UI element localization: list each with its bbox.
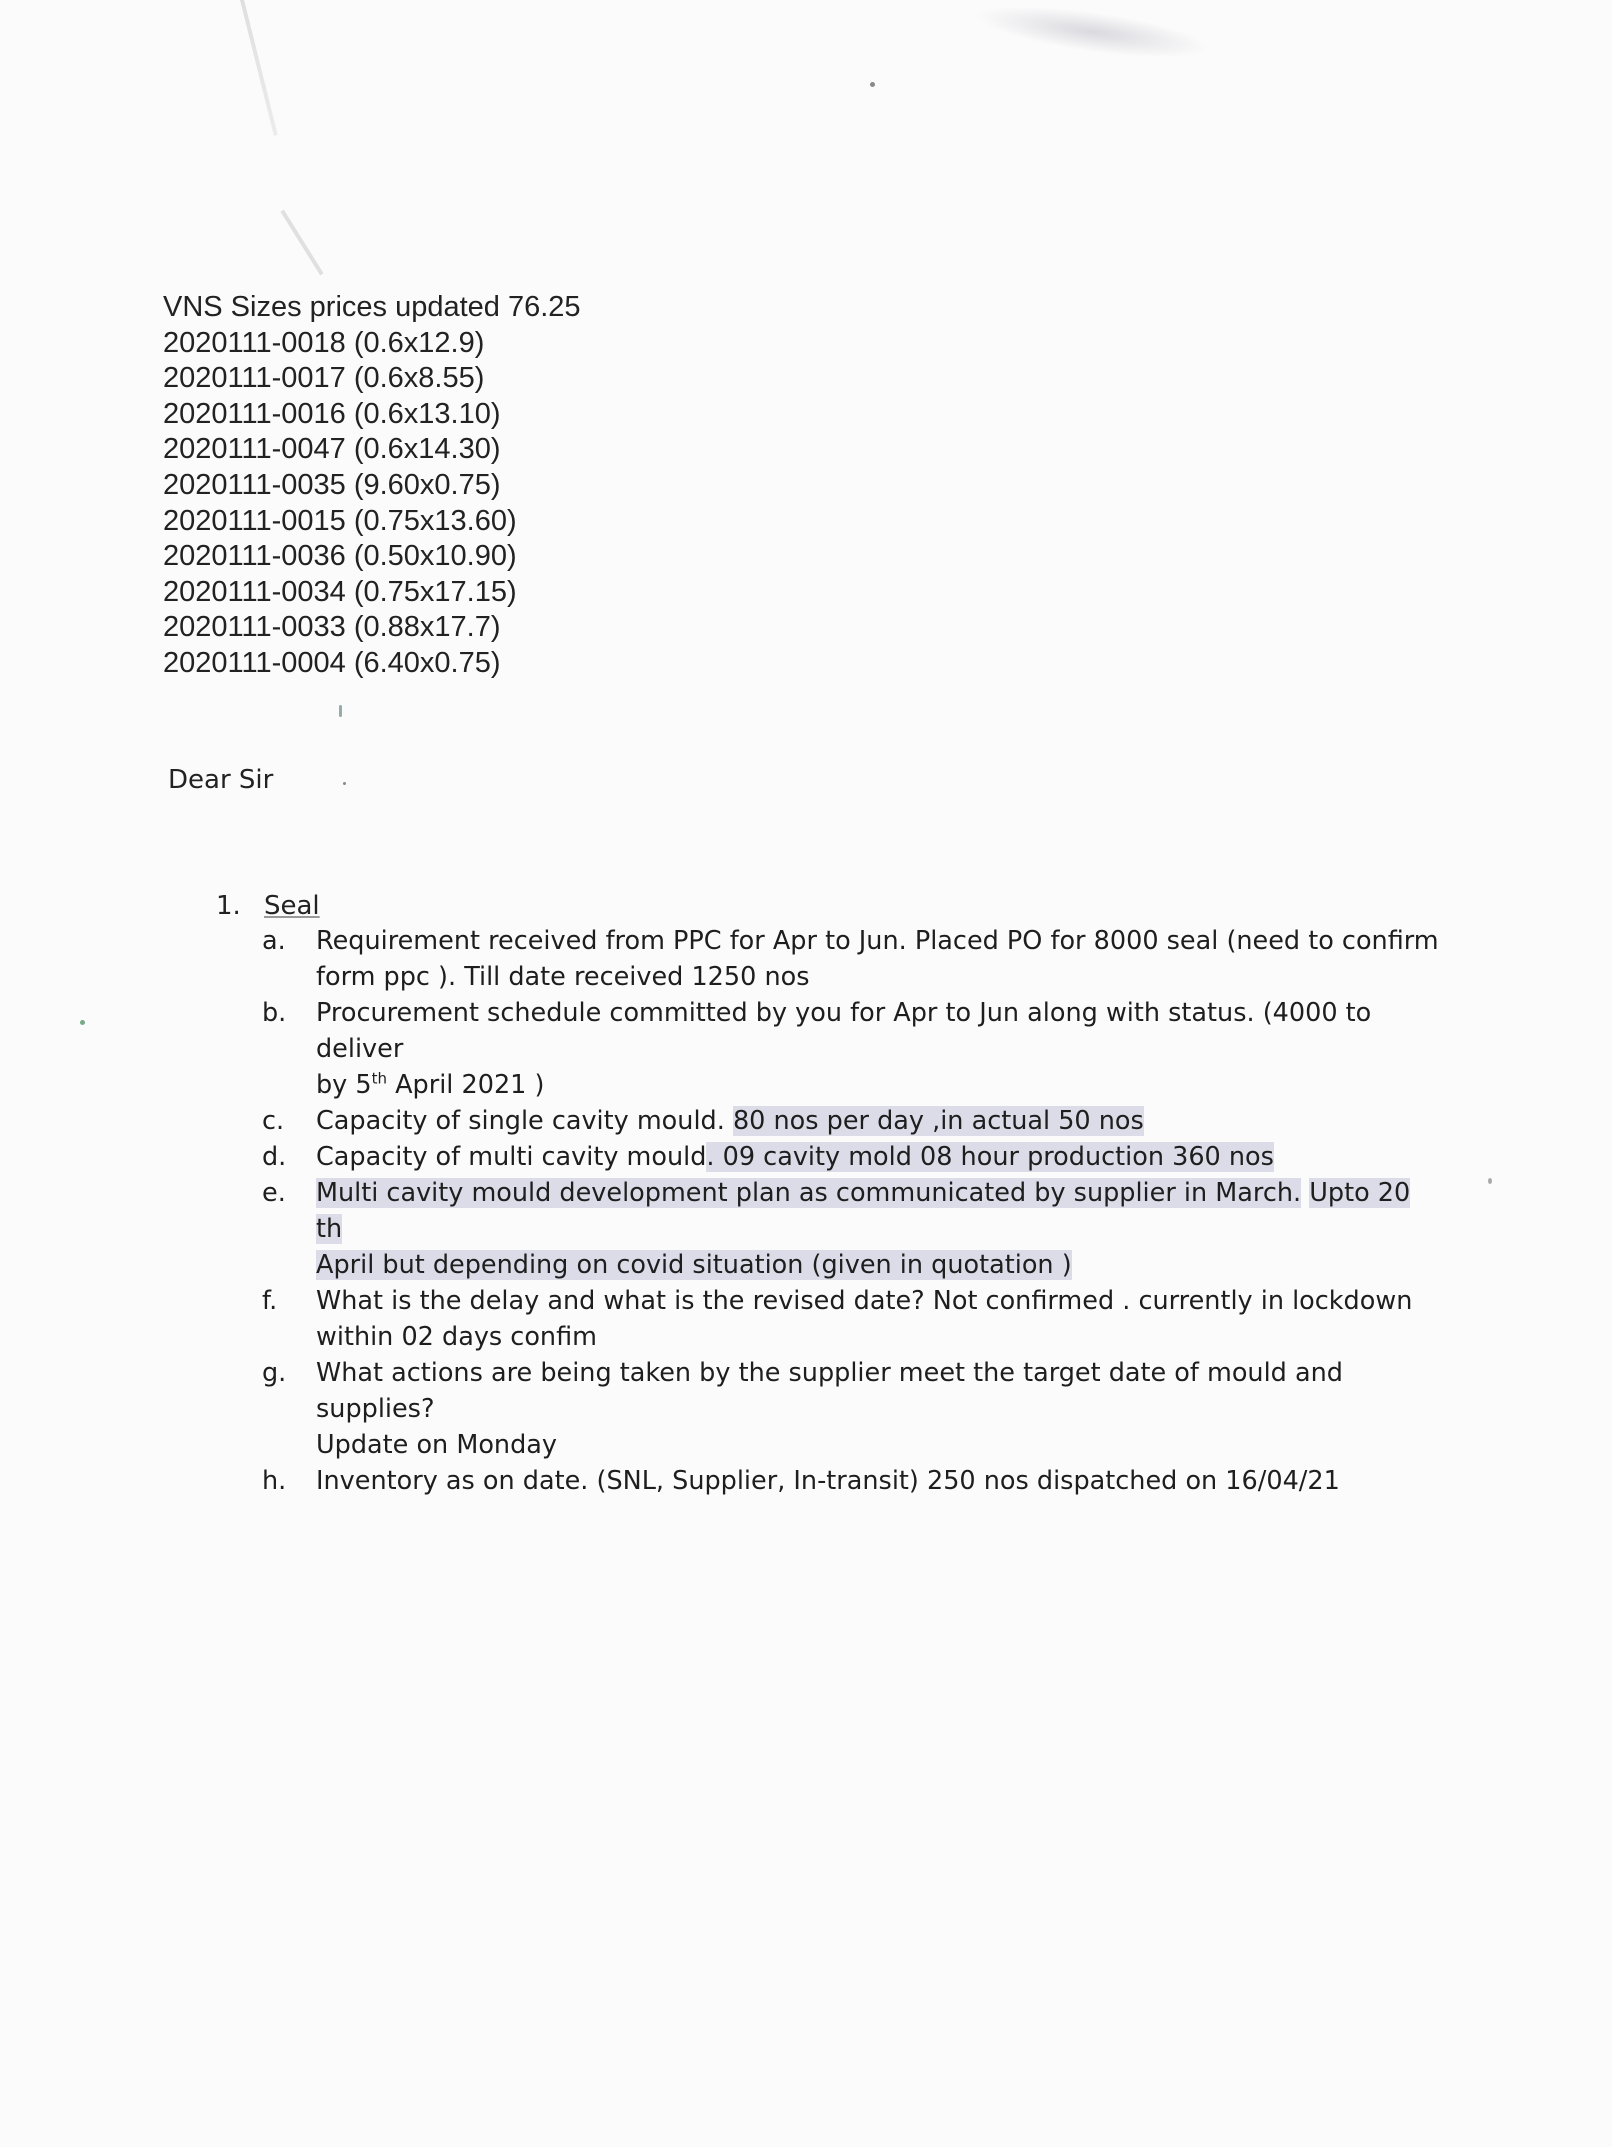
item-line-part: April 2021 ) bbox=[387, 1070, 545, 1100]
item-letter: h. bbox=[262, 1466, 287, 1496]
item-line: Update on Monday bbox=[316, 1430, 557, 1460]
item-text bbox=[316, 1355, 1442, 1463]
scan-speck bbox=[339, 705, 342, 717]
greeting: Dear Sir bbox=[168, 765, 274, 795]
item-letter: a. bbox=[262, 926, 286, 956]
scan-scratch-mark bbox=[280, 210, 323, 276]
highlighted-question: Multi cavity mould development plan as communicated by supplier in March. bbox=[316, 1178, 1302, 1208]
list-item bbox=[262, 1139, 1442, 1175]
item-line: within 02 days confim bbox=[316, 1322, 597, 1352]
scan-speck bbox=[870, 82, 875, 87]
scan-speck bbox=[343, 782, 346, 785]
scan-speck bbox=[1488, 1178, 1492, 1184]
size-line: 2020111-0047 (0.6x14.30) bbox=[163, 433, 501, 466]
item-letter: d. bbox=[262, 1142, 287, 1172]
item-text bbox=[316, 1463, 1442, 1499]
list-item bbox=[262, 1175, 1442, 1283]
item-line: What is the delay and what is the revised date? Not confirmed . currently in lockdown bbox=[316, 1286, 1413, 1316]
size-line: 2020111-0015 (0.75x13.60) bbox=[163, 504, 517, 537]
list-item bbox=[262, 1463, 1442, 1499]
scan-scratch-mark bbox=[240, 0, 278, 136]
item-text bbox=[316, 1283, 1442, 1355]
size-line: 2020111-0016 (0.6x13.10) bbox=[163, 397, 501, 430]
size-line: 2020111-0033 (0.88x17.7) bbox=[163, 611, 501, 644]
list-item bbox=[262, 1355, 1442, 1463]
item-text bbox=[316, 1103, 1442, 1139]
ordinal-suffix: th bbox=[371, 1069, 387, 1088]
highlighted-answer: . 09 cavity mold 08 hour production 360 nos bbox=[706, 1142, 1274, 1172]
item-letter: e. bbox=[262, 1178, 286, 1208]
section-heading bbox=[216, 891, 320, 921]
item-letter: c. bbox=[262, 1106, 285, 1136]
item-text bbox=[316, 995, 1442, 1103]
item-letter: f. bbox=[262, 1286, 278, 1316]
item-line: What actions are being taken by the supplier meet the target date of mould and supplies? bbox=[316, 1358, 1343, 1424]
list-item bbox=[262, 995, 1442, 1103]
list-item bbox=[262, 1283, 1442, 1355]
item-line-part: by 5 bbox=[316, 1070, 372, 1100]
scan-smudge bbox=[973, 0, 1211, 68]
size-line: 2020111-0017 (0.6x8.55) bbox=[163, 362, 485, 395]
size-line: 2020111-0036 (0.50x10.90) bbox=[163, 540, 517, 573]
item-text bbox=[316, 923, 1442, 995]
item-line: form ppc ). Till date received 1250 nos bbox=[316, 962, 810, 992]
section-title: Seal bbox=[264, 891, 320, 921]
list-item bbox=[262, 1103, 1442, 1139]
seal-items-list bbox=[262, 923, 1442, 1499]
item-text bbox=[316, 1175, 1442, 1283]
item-line: Procurement schedule committed by you for Apr to Jun along with status. (4000 to deliver bbox=[316, 998, 1372, 1064]
section-number: 1. bbox=[216, 891, 241, 921]
sizes-list bbox=[163, 290, 581, 682]
item-line: Capacity of single cavity mould. bbox=[316, 1106, 733, 1136]
highlighted-answer: Upto 20 th bbox=[316, 1178, 1411, 1244]
size-line: 2020111-0018 (0.6x12.9) bbox=[163, 326, 485, 359]
item-line: Capacity of multi cavity mould bbox=[316, 1142, 707, 1172]
highlighted-answer: April but depending on covid situation (given in quotation ) bbox=[316, 1250, 1072, 1280]
item-letter: b. bbox=[262, 998, 287, 1028]
sizes-heading: VNS Sizes prices updated 76.25 bbox=[163, 291, 581, 323]
size-line: 2020111-0034 (0.75x17.15) bbox=[163, 575, 517, 608]
item-line: Inventory as on date. (SNL, Supplier, In-transit) 250 nos dispatched on 16/04/21 bbox=[316, 1466, 1340, 1496]
size-line: 2020111-0004 (6.40x0.75) bbox=[163, 646, 501, 679]
item-text bbox=[316, 1139, 1442, 1175]
item-line: Requirement received from PPC for Apr to Jun. Placed PO for 8000 seal (need to confirm bbox=[316, 926, 1439, 956]
scan-speck bbox=[80, 1020, 85, 1025]
size-line: 2020111-0035 (9.60x0.75) bbox=[163, 468, 501, 501]
list-item bbox=[262, 923, 1442, 995]
item-letter: g. bbox=[262, 1358, 287, 1388]
highlighted-answer: 80 nos per day ,in actual 50 nos bbox=[732, 1106, 1144, 1136]
